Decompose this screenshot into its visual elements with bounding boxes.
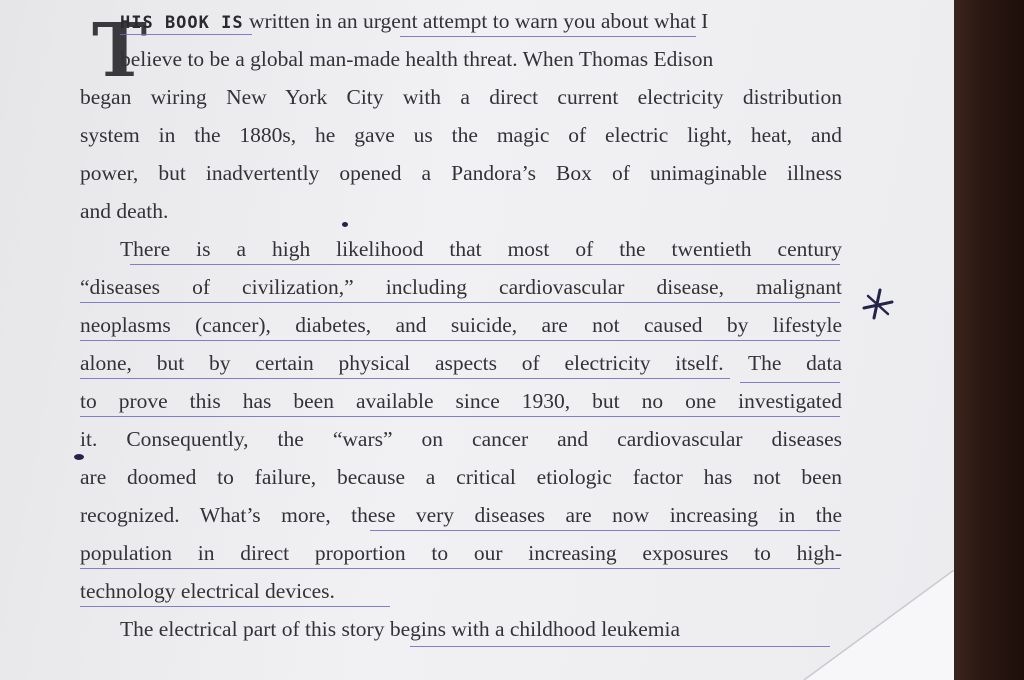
lead-in: HIS BOOK IS xyxy=(120,13,244,33)
text-line: alone, but by certain physical aspects of electricity itself. The data xyxy=(80,351,842,375)
text-line: and death. xyxy=(80,199,169,223)
text-line: technology electrical devices. xyxy=(80,579,335,603)
pen-underline xyxy=(120,34,252,35)
pen-underline xyxy=(80,568,840,569)
pen-underline xyxy=(80,606,390,607)
pen-underline xyxy=(370,530,840,531)
text-line: neoplasms (cancer), diabetes, and suicide, are not caused by lifestyle xyxy=(80,313,842,337)
pen-underline xyxy=(80,340,840,341)
text-line: recognized. What’s more, these very diseases are now increasing in the xyxy=(80,503,842,527)
text-line: to prove this has been available since 1930, but no one investigated xyxy=(80,389,842,413)
pen-underline xyxy=(80,302,840,303)
text-line: believe to be a global man-made health threat. When Thomas Edison xyxy=(120,47,714,71)
text-line: system in the 1880s, he gave us the magic of electric light, heat, and xyxy=(80,123,842,147)
text-line: it. Consequently, the “wars” on cancer and cardiovascular diseases xyxy=(80,427,842,451)
text-line: “diseases of civilization,” including cardiovascular disease, malignant xyxy=(80,275,842,299)
ink-dot xyxy=(74,454,84,460)
text-line xyxy=(120,6,708,36)
text-line: There is a high likelihood that most of the twentieth century xyxy=(120,237,842,261)
text-line: began wiring New York City with a direct current electricity distribution xyxy=(80,85,842,109)
text-line: The electrical part of this story begins with a childhood leukemia xyxy=(120,617,681,641)
pen-underline xyxy=(130,264,840,265)
text-line: population in direct proportion to our increasing exposures to high- xyxy=(80,541,842,565)
folded-corner xyxy=(734,570,954,680)
text-line: are doomed to failure, because a critical etiologic factor has not been xyxy=(80,465,842,489)
line-text: written in an urgent attempt to warn you about what I xyxy=(243,9,709,33)
asterisk-margin-mark-icon xyxy=(858,284,898,324)
pen-underline xyxy=(80,378,730,379)
pen-underline xyxy=(80,416,840,417)
text-line: power, but inadvertently opened a Pandora’s Box of unimaginable illness xyxy=(80,161,842,185)
background-edge xyxy=(954,0,1024,680)
ink-dot xyxy=(342,222,348,227)
pen-underline xyxy=(740,382,840,383)
pen-underline xyxy=(400,36,696,37)
drop-cap: T xyxy=(92,8,148,94)
